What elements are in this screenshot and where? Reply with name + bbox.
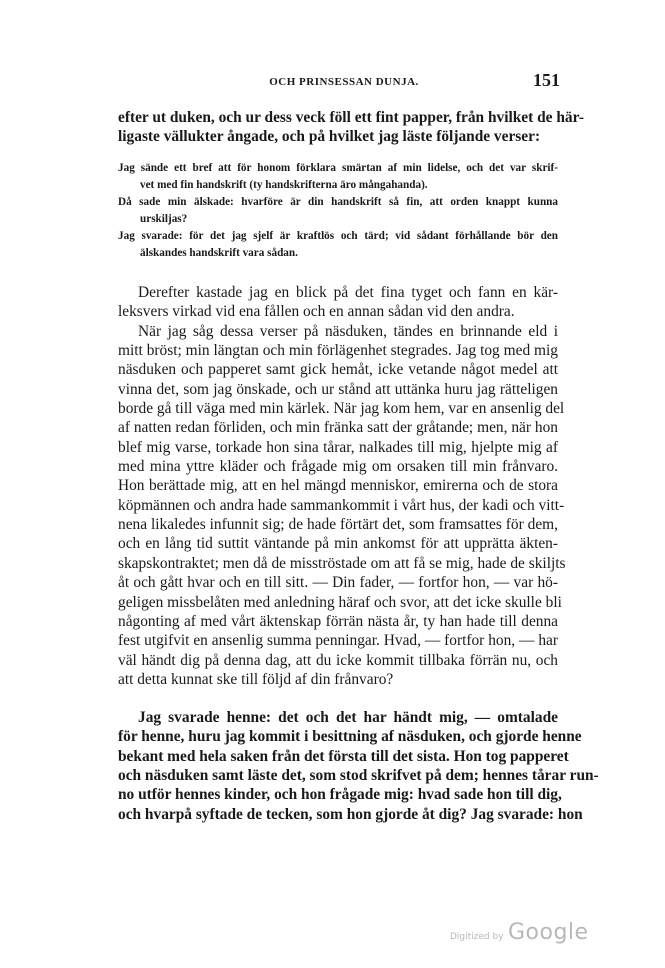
text-line: att detta kunnat ske till följd af din frånvaro? xyxy=(118,670,394,688)
final-paragraph xyxy=(118,708,599,824)
text-line: Jag svarade henne: det och det har händt mig, — omtalade xyxy=(138,709,558,726)
google-logo: Google xyxy=(508,920,589,945)
body-paragraphs xyxy=(118,283,566,689)
top-paragraph xyxy=(118,108,584,147)
text-line: mitt bröst; min längtan och min förlägenhet stegrades. Jag tog med mig xyxy=(118,342,558,360)
page-header xyxy=(118,70,570,94)
text-line: någonting af med vårt äktenskap förrän nästa år, ty han hade till denna xyxy=(118,612,558,630)
verse-block xyxy=(118,160,558,262)
text-line: åt och gått hvar och en till sitt. — Din fader, — fortfor hon, — var hö- xyxy=(118,574,558,592)
verse-line: urskiljas? xyxy=(140,213,188,225)
text-line: och näsduken samt läste det, som stod skrifvet på dem; hennes tårar run- xyxy=(118,767,599,785)
text-line: vinna det, som jag önskade, och ur stånd att uttänka huru jag rätteligen xyxy=(118,380,558,398)
text-line: Derefter kastade jag en blick på det fina tyget och fann en kär- xyxy=(138,284,558,301)
page-number: 151 xyxy=(533,70,560,90)
text-line: geligen missbelåten med anledning häraf och svor, att det icke skulle bli xyxy=(118,593,562,611)
text-line: efter ut duken, och ur dess veck föll ett fint papper, från hvilket de här- xyxy=(118,109,584,126)
text-line: ligaste vällukter ångade, och på hvilket jag läste följande verser: xyxy=(118,128,541,146)
text-line: blef mig varse, torkade hon sina tårar, nalkades till mig, hjelpte mig af xyxy=(118,438,558,456)
running-title: OCH PRINSESSAN DUNJA. xyxy=(269,76,419,88)
text-line: och en lång tid suttit väntande på min ankomst för att upprätta äkten- xyxy=(118,535,558,553)
text-line: När jag såg dessa verser på näsduken, tändes en brinnande eld i xyxy=(138,322,558,340)
text-line: bekant med hela saken från det första till det sista. Hon tog papperet xyxy=(118,747,569,765)
text-line: köpmännen och andra hade sammankommit i vårt hus, der kadi och vitt- xyxy=(118,496,565,514)
watermark-prefix: Digitized by xyxy=(450,932,504,942)
verse-line: Jag svarade: för det jag sjelf är kraftlös och tärd; vid sådant förhållande bör den xyxy=(118,230,558,242)
text-line: skapskontraktet; men då de misströstade om att få se mig, hade de skiljts xyxy=(118,554,566,572)
text-line: med mina yttre kläder och frågade mig om orsaken till min frånvaro. xyxy=(118,458,558,476)
text-line: borde gå till väga med min kärlek. När jag kom hem, var en ansenlig del xyxy=(118,400,565,418)
text-line: Hon berättade mig, att en hel mängd menniskor, emirerna och de stora xyxy=(118,477,558,495)
text-line: leksvers virkad vid ena fållen och en annan sådan vid den andra. xyxy=(118,303,515,321)
text-line: no utför hennes kinder, och hon frågade mig: hvad sade hon till dig, xyxy=(118,786,562,804)
text-line: näsduken och papperet samt gick hemåt, icke vetande något medel att xyxy=(118,361,558,379)
verse-line: Då sade min älskade: hvarföre är din handskrift så fin, att orden knappt kunna xyxy=(118,196,558,208)
digitization-watermark xyxy=(450,920,590,950)
text-line: för henne, huru jag kommit i besittning af näsduken, och gjorde henne xyxy=(118,728,582,746)
verse-line: vet med fin handskrift (ty handskrifterna äro mångahanda). xyxy=(140,179,428,191)
text-line: väl händt dig på denna dag, att du icke kommit tillbaka förrän nu, och xyxy=(118,651,558,669)
text-line: af natten redan förliden, och min fränka satt der gråtande; men, när hon xyxy=(118,419,558,437)
text-line: nena likaledes infunnit sig; de hade förtärt det, som framsattes för dem, xyxy=(118,516,558,534)
verse-line: Jag sände ett bref att för honom förklara smärtan af min lidelse, och det var skrif- xyxy=(118,162,558,174)
text-line: fest utgifvit en ansenlig summa penningar. Hvad, — fortfor hon, — har xyxy=(118,632,558,650)
verse-line: älskandes handskrift vara sådan. xyxy=(140,247,298,259)
text-line: och hvarpå syftade de tecken, som hon gjorde åt dig? Jag svarade: hon xyxy=(118,805,583,823)
